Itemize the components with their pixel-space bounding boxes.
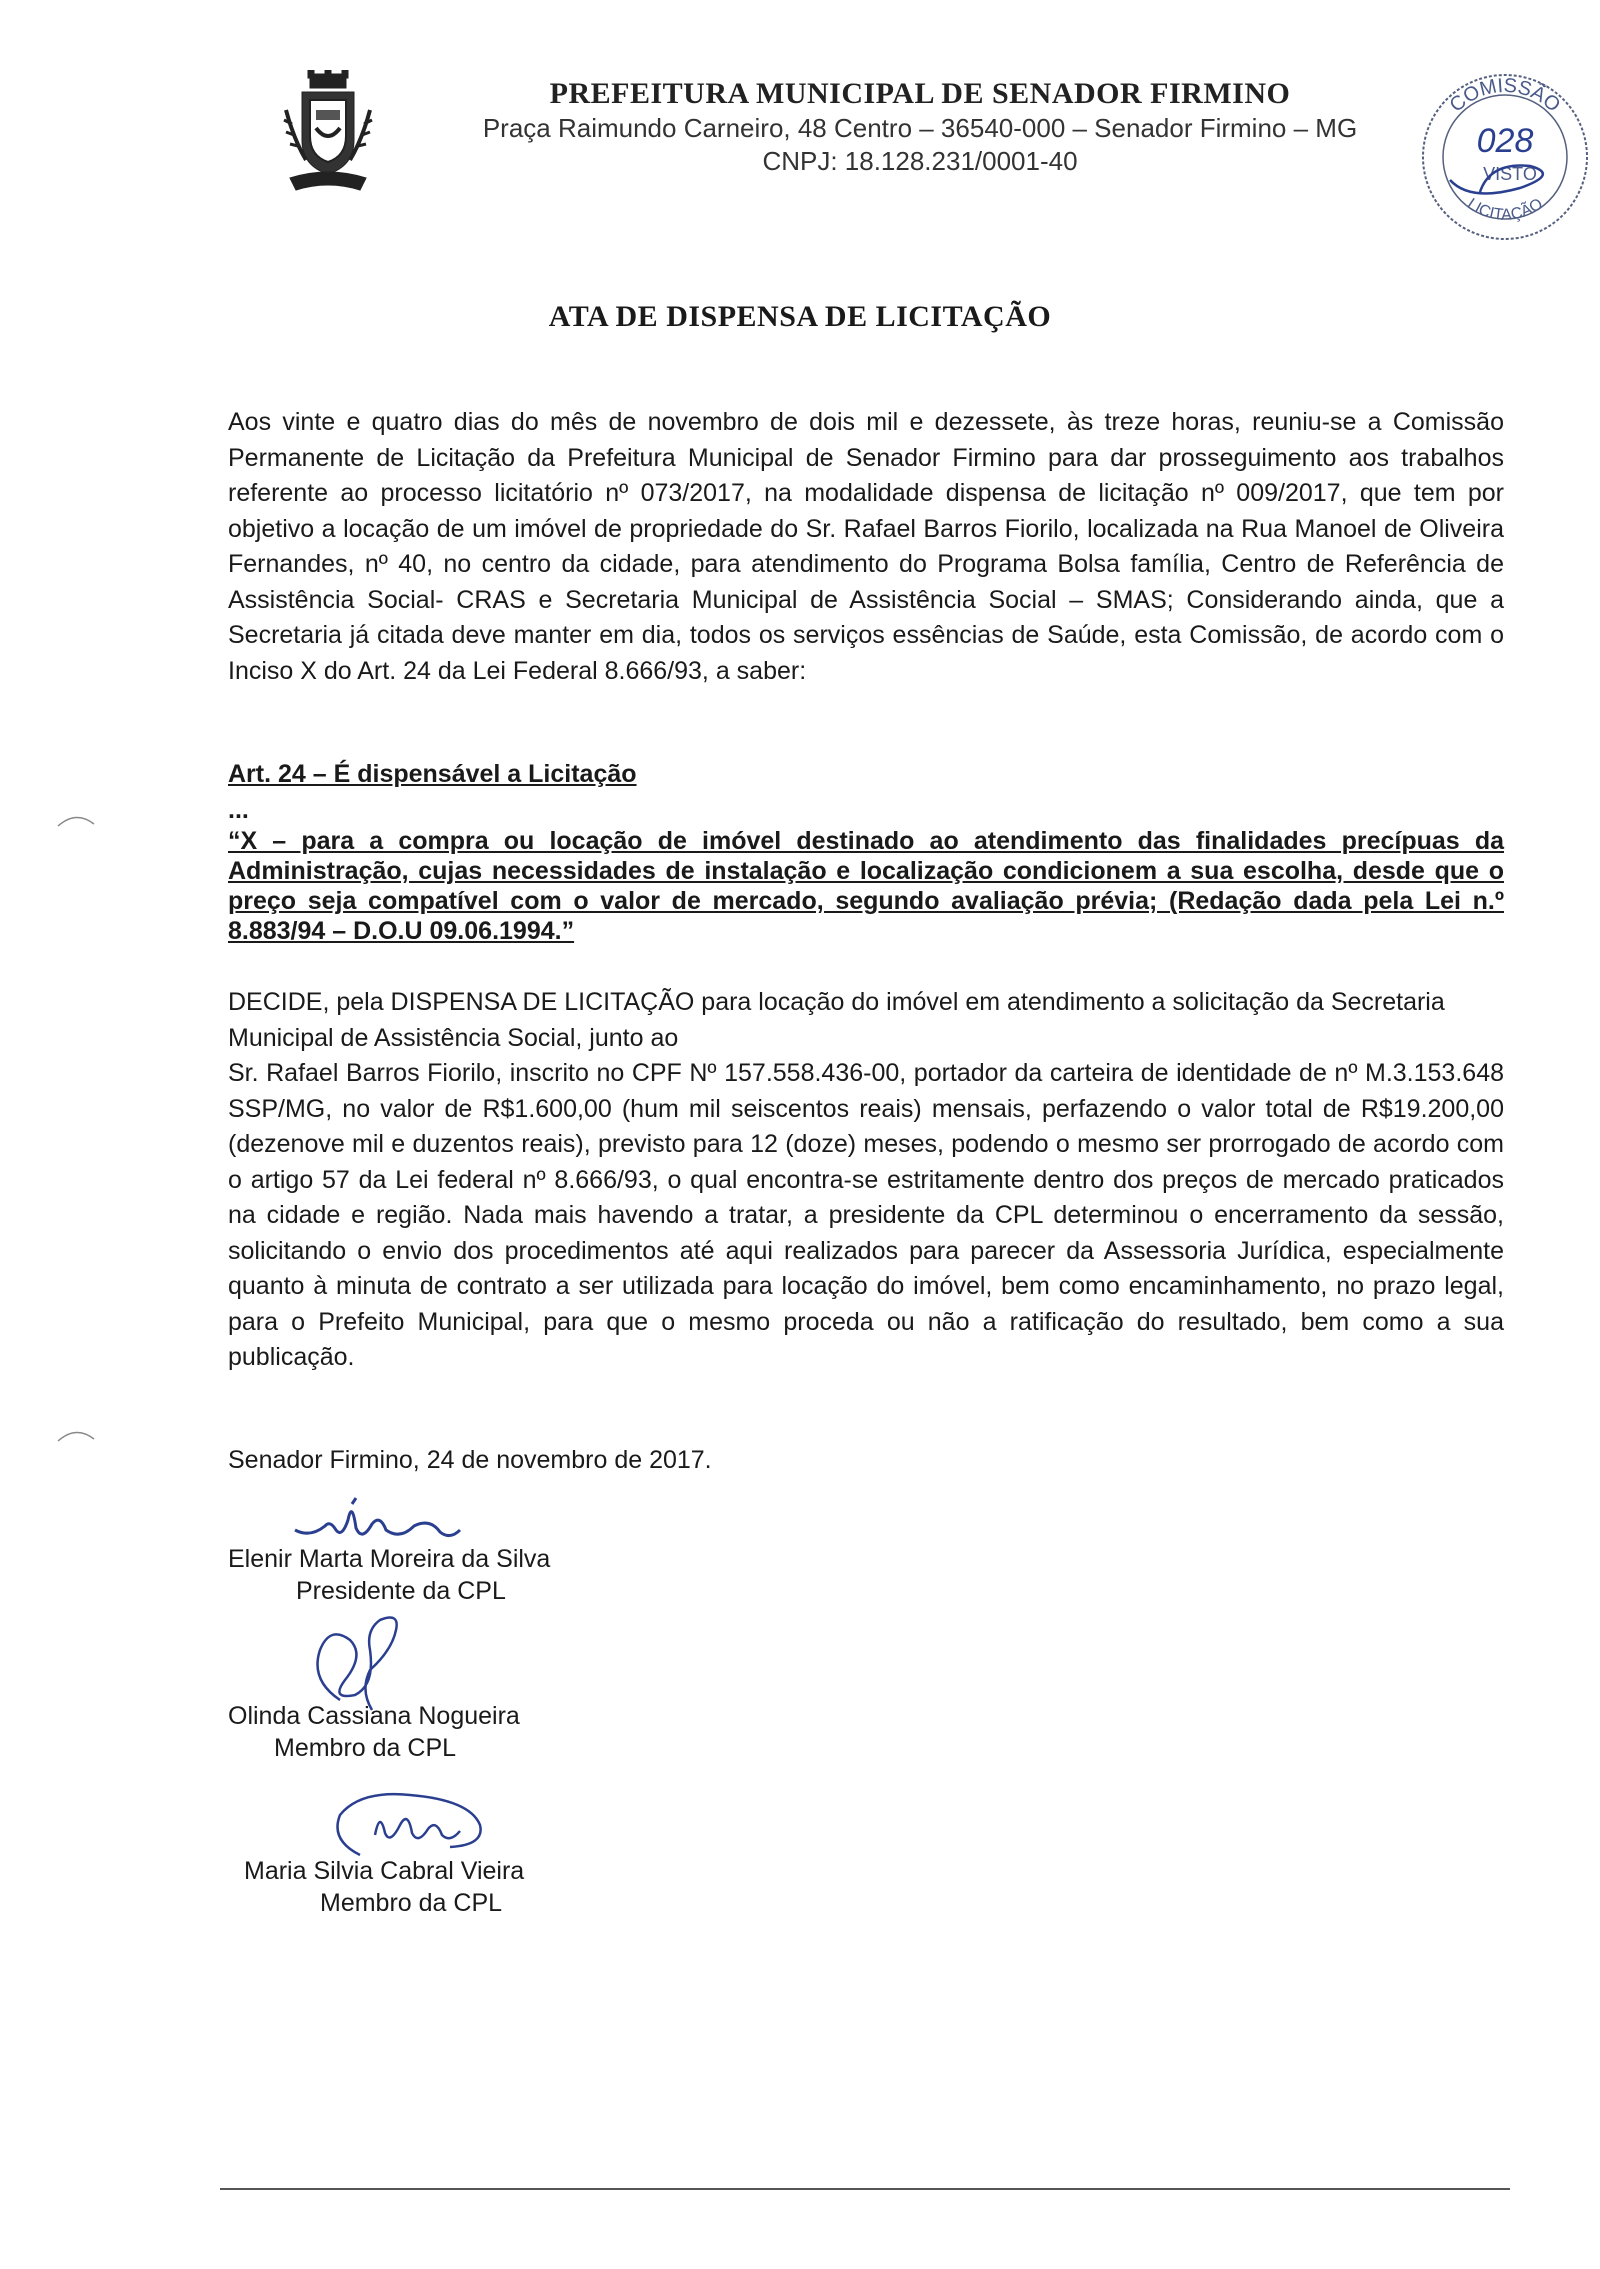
signatory-role: Presidente da CPL bbox=[296, 1577, 506, 1605]
article-heading: Art. 24 – É dispensável a Licitação bbox=[228, 760, 637, 788]
document-title: ATA DE DISPENSA DE LICITAÇÃO bbox=[548, 300, 1052, 333]
decision-paragraph-first: DECIDE, pela DISPENSA DE LICITAÇÃO para locação do imóvel em atendimento a solicitação da Secretaria Municipal de Assistência Social, junto ao bbox=[228, 988, 1445, 1052]
commission-stamp bbox=[1410, 62, 1600, 252]
svg-text:COMISSÃO bbox=[1446, 75, 1565, 117]
article-quote: “X – para a compra ou locação de imóvel destinado ao atendimento das finalidades precípuas da Administração, cujas necessidades de instalação e localização condicionem a sua escolha, desde que o preço seja compatível com o valor de mercado, segundo avaliação prévia; (Redação dada pela Lei n.º 8.883/94 – D.O.U 09.06.1994.” bbox=[228, 827, 1504, 945]
signature-block-member-2 bbox=[244, 1855, 524, 1919]
opening-paragraph: Aos vinte e quatro dias do mês de novembro de dois mil e dezessete, às treze horas, reuniu-se a Comissão Permanente de Licitação da Prefeitura Municipal de Senador Firmino para dar prosseguimento aos trabalhos referente ao processo licitatório nº 073/2017, na modalidade dispensa de licitação nº 009/2017, que tem por objetivo a locação de um imóvel de propriedade do Sr. Rafael Barros Fiorilo, localizada na Rua Manoel de Oliveira Fernandes, nº 40, no centro da cidade, para atendimento do Programa Bolsa família, Centro de Referência de Assistência Social- CRAS e Secretaria Municipal de Assistência Social – SMAS; Considerando ainda, que a Secretaria já citada deve manter em dia, todos os serviços essências de Saúde, esta Comissão, de acordo com o Inciso X do Art. 24 da Lei Federal 8.666/93, a saber: bbox=[228, 408, 1504, 685]
signatory-name: Maria Silvia Cabral Vieira bbox=[244, 1857, 525, 1885]
svg-text:LICITAÇÃO bbox=[1464, 195, 1546, 223]
stamp-number: 028 bbox=[1476, 122, 1534, 160]
stamp-middle-text: VISTO bbox=[1483, 164, 1537, 184]
date-line: Senador Firmino, 24 de novembro de 2017. bbox=[228, 1446, 712, 1474]
decision-paragraph-body: Sr. Rafael Barros Fiorilo, inscrito no CPF Nº 157.558.436-00, portador da carteira de identidade de nº M.3.153.648 SSP/MG, no valor de R$1.600,00 (hum mil seiscentos reais) mensais, perfazendo o valor total de R$19.200,00 (dezenove mil e duzentos reais), previsto para 12 (doze) meses, podendo o mesmo ser prorrogado de acordo com o artigo 57 da Lei federal nº 8.666/93, o qual encontra-se estritamente dentro dos preços de mercado praticados na cidade e região. Nada mais havendo a tratar, a presidente da CPL determinou o encerramento da sessão, solicitando o envio dos procedimentos até aqui realizados para parecer da Assessoria Jurídica, especialmente quanto à minuta de contrato a ser utilizada para locação do imóvel, bem como encaminhamento, no prazo legal, para o Prefeito Municipal, para que o mesmo proceda ou não a ratificação do resultado, bem como a sua publicação. bbox=[228, 1059, 1504, 1371]
signatory-name: Olinda Cassiana Nogueira bbox=[228, 1702, 520, 1730]
stamp-bottom-text: LICITAÇÃO bbox=[1464, 195, 1546, 224]
municipal-coat-of-arms-icon bbox=[280, 70, 376, 200]
decision-paragraph bbox=[228, 985, 1504, 1376]
municipality-name: PREFEITURA MUNICIPAL DE SENADOR FIRMINO bbox=[549, 77, 1291, 110]
stamp-top-text: COMISSÃO bbox=[1445, 74, 1565, 117]
signature-block-member-1 bbox=[228, 1700, 520, 1764]
municipality-address: Praça Raimundo Carneiro, 48 Centro – 36540-000 – Senador Firmino – MG bbox=[482, 113, 1358, 143]
margin-hole-mark-2 bbox=[56, 1425, 96, 1445]
signatory-role: Membro da CPL bbox=[274, 1734, 457, 1762]
footer-rule bbox=[220, 2188, 1510, 2190]
article-ellipsis: ... bbox=[228, 796, 249, 824]
signature-scribble-1 bbox=[290, 1490, 470, 1550]
signature-block-president bbox=[228, 1543, 550, 1607]
margin-hole-mark-1 bbox=[56, 810, 96, 830]
municipality-cnpj: CNPJ: 18.128.231/0001-40 bbox=[762, 146, 1078, 176]
letterhead bbox=[420, 76, 1420, 178]
signatory-name: Elenir Marta Moreira da Silva bbox=[228, 1545, 551, 1573]
signatory-role: Membro da CPL bbox=[320, 1889, 503, 1917]
signature-scribble-3 bbox=[320, 1785, 490, 1865]
